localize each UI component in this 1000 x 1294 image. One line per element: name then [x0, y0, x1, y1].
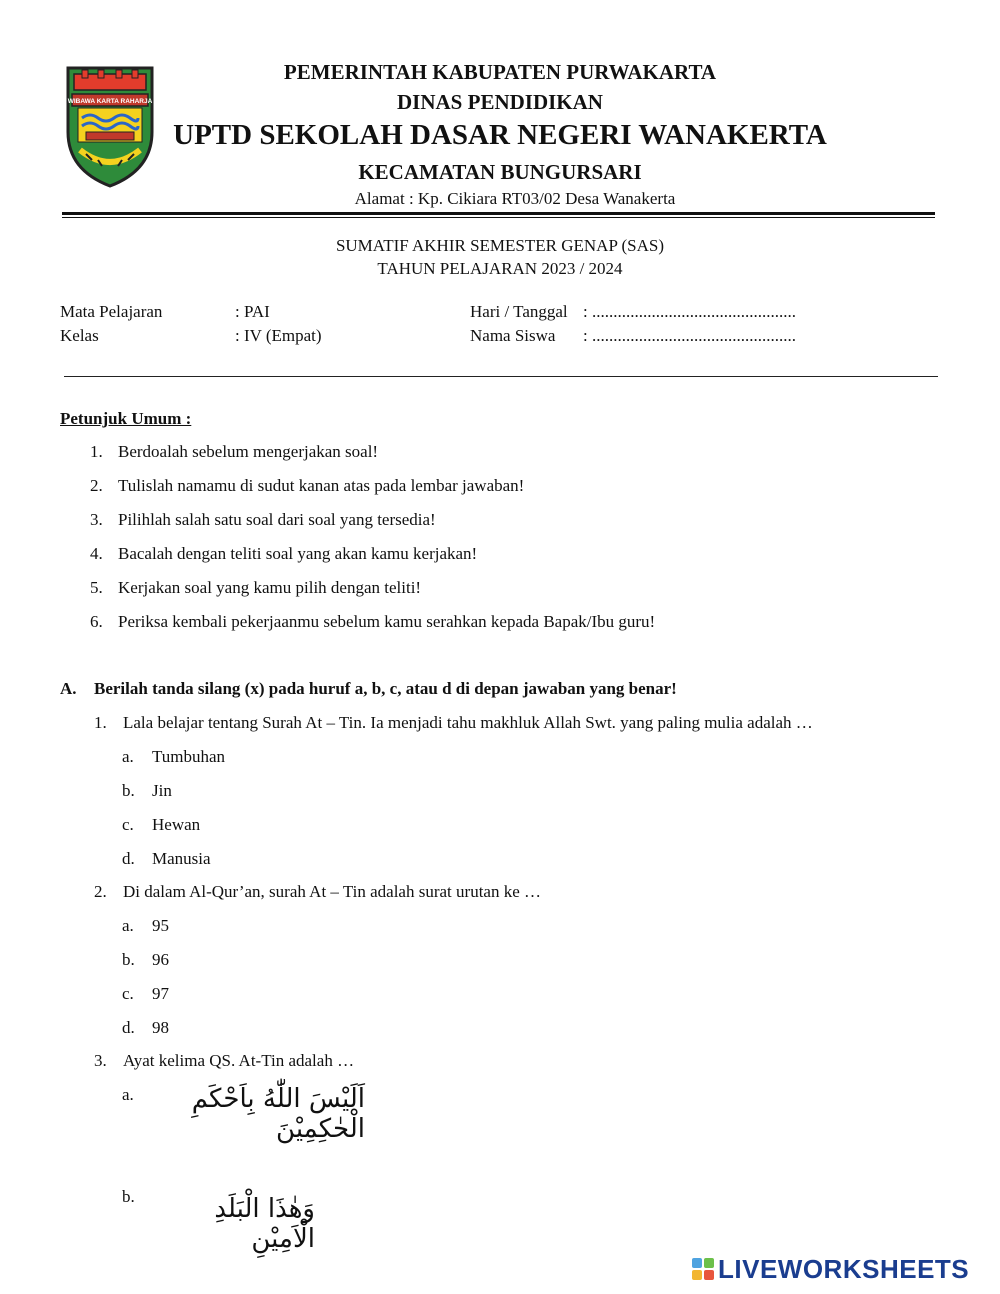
header-government: PEMERINTAH KABUPATEN PURWAKARTA — [283, 60, 717, 84]
exam-title: SUMATIF AKHIR SEMESTER GENAP (SAS) — [335, 236, 665, 255]
header-address: Alamat : Kp. Cikiara RT03/02 Desa Wanakerta — [354, 189, 676, 208]
logo-banner-text: WIBAWA KARTA RAHARJA — [67, 98, 153, 105]
subject-value: : PAI — [235, 302, 270, 321]
question-1-option-d[interactable]: d. Manusia — [122, 849, 211, 868]
header-divider-thin — [62, 217, 935, 218]
subject-label: Mata Pelajaran — [60, 302, 163, 321]
instruction-item: 1. Berdoalah sebelum mengerjakan soal! — [90, 442, 379, 461]
question-3-option-a-arabic[interactable]: اَلَيْسَ اللّٰهُ بِاَحْكَمِ الْحٰكِمِيْنَ — [191, 1084, 365, 1144]
header-district: KECAMATAN BUNGURSARI — [358, 160, 642, 184]
instruction-item: 5. Kerjakan soal yang kamu pilih dengan teliti! — [90, 578, 422, 597]
name-field[interactable]: : ................................................ — [583, 326, 796, 345]
question-2-option-a[interactable]: a. 95 — [122, 916, 169, 935]
instruction-item: 6. Periksa kembali pekerjaanmu sebelum kamu serahkan kepada Bapak/Ibu guru! — [90, 612, 656, 631]
question-3-option-b-arabic[interactable]: وَهٰذَا الْبَلَدِ الْاَمِيْنِ — [214, 1194, 315, 1254]
question-2-option-c[interactable]: c. 97 — [122, 984, 169, 1003]
question-1-option-b[interactable]: b. Jin — [122, 781, 172, 800]
header-school-name: UPTD SEKOLAH DASAR NEGERI WANAKERTA — [173, 119, 827, 151]
header-department: DINAS PENDIDIKAN — [397, 90, 603, 114]
liveworksheets-logo-icon — [692, 1258, 714, 1280]
header-divider-thick — [62, 212, 935, 215]
instruction-item: 3. Pilihlah salah satu soal dari soal yang tersedia! — [90, 510, 436, 529]
instructions-title: Petunjuk Umum : — [60, 409, 192, 428]
date-label: Hari / Tanggal — [470, 302, 568, 321]
question-2: 2. Di dalam Al-Qur’an, surah At – Tin adalah surat urutan ke … — [94, 882, 542, 901]
question-1-option-c[interactable]: c. Hewan — [122, 815, 201, 834]
name-label: Nama Siswa — [470, 326, 556, 345]
instruction-item: 4. Bacalah dengan teliti soal yang akan kamu kerjakan! — [90, 544, 478, 563]
question-1-option-a[interactable]: a. Tumbuhan — [122, 747, 226, 766]
question-3-option-b-letter[interactable]: b. — [122, 1187, 135, 1206]
question-3: 3. Ayat kelima QS. At-Tin adalah … — [94, 1051, 355, 1070]
class-label: Kelas — [60, 326, 99, 345]
date-field[interactable]: : ................................................ — [583, 302, 796, 321]
question-3-option-a-letter[interactable]: a. — [122, 1085, 134, 1104]
question-1: 1. Lala belajar tentang Surah At – Tin. Ia menjadi tahu makhluk Allah Swt. yang paling mulia adalah … — [94, 713, 813, 732]
liveworksheets-text: LIVEWORKSHEETS — [718, 1253, 970, 1284]
question-2-option-b[interactable]: b. 96 — [122, 950, 169, 969]
exam-year: TAHUN PELAJARAN 2023 / 2024 — [377, 259, 623, 278]
instruction-item: 2. Tulislah namamu di sudut kanan atas pada lembar jawaban! — [90, 476, 525, 495]
question-2-option-d[interactable]: d. 98 — [122, 1018, 169, 1037]
class-value: : IV (Empat) — [235, 326, 322, 345]
liveworksheets-brand — [692, 1254, 969, 1284]
info-divider — [64, 376, 938, 377]
section-a-heading: A. Berilah tanda silang (x) pada huruf a, b, c, atau d di depan jawaban yang benar! — [60, 679, 677, 698]
